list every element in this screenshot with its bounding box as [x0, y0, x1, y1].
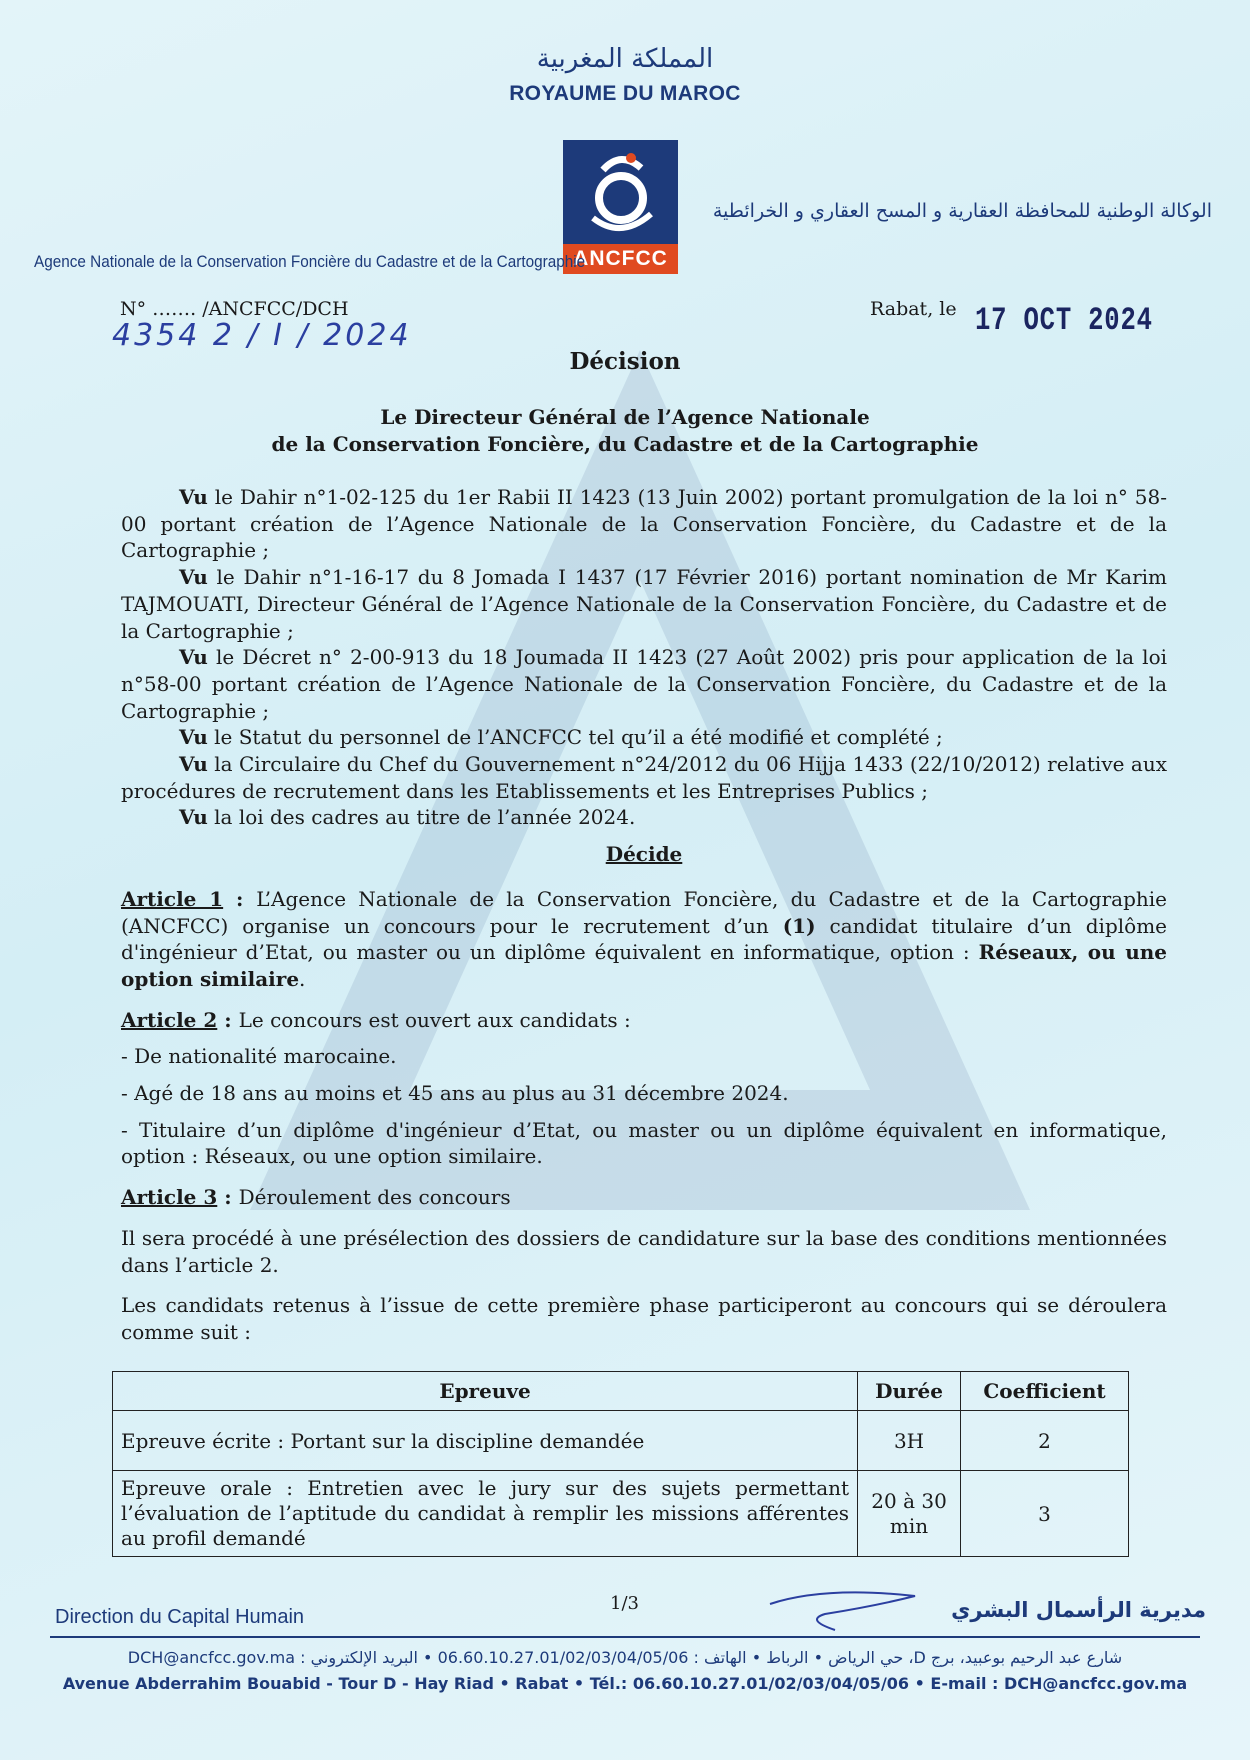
table-row	[113, 1471, 1129, 1557]
condition-item: - De nationalité marocaine.	[121, 1044, 397, 1069]
visa-paragraph: Vu la Circulaire du Chef du Gouvernement n°24/2012 du 06 Hijja 1433 (22/10/2012) relative aux procédures de recrutement dans les Etablissements et les Entreprises Publics ;	[121, 752, 1167, 803]
department-name-arabic: مديرية الرأسمال البشري	[951, 1598, 1206, 1622]
article-3-paragraph: Les candidats retenus à l’issue de cette première phase participeront au concours qui se déroulera comme suit :	[121, 1293, 1167, 1344]
article-label: Article 2	[121, 1007, 218, 1032]
table-cell: 3	[961, 1471, 1129, 1557]
article-3-paragraph: Il sera procédé à une présélection des dossiers de candidature sur la base des conditions mentionnées dans l’article 2.	[121, 1225, 1167, 1277]
logo-label: ANCFCC	[563, 244, 678, 274]
table-cell: 2	[961, 1411, 1129, 1471]
column-header: Coefficient	[961, 1372, 1129, 1411]
exam-table	[112, 1371, 1129, 1557]
document-body	[121, 484, 1167, 1346]
visa-paragraph: Vu la loi des cadres au titre de l’année 2024.	[179, 805, 636, 830]
page-number: 1/3	[610, 1593, 639, 1614]
address: Avenue Abderrahim Bouabid - Tour D - Hay Riad • Rabat • Tél.: 06.60.10.27.01/02/03/04/05/06 • E-mail : DCH@ancfcc.gov.ma	[62, 1674, 1188, 1693]
article-2: Article 2 : Le concours est ouvert aux candidats :	[121, 1007, 631, 1032]
article-1: Article 1 : L’Agence Nationale de la Conservation Foncière, du Cadastre et de la Cartographie (ANCFCC) organise un concours pour le recrutement d’un (1) candidat titulaire d’un diplôme d'ingénieur d’Etat, ou master ou un diplôme équivalent en informatique, option : Réseaux, ou une option similaire.	[121, 886, 1167, 991]
document-title: Décision	[569, 348, 681, 375]
table-cell: Epreuve orale : Entretien avec le jury sur des sujets permettant l’évaluation de l’aptitude du candidat à remplir les missions afférentes au profil demandé	[113, 1471, 858, 1557]
reference-number: N° ……. /ANCFCC/DCH	[120, 298, 349, 320]
visa-paragraph: Vu le Statut du personnel de l’ANCFCC tel qu’il a été modifié et complété ;	[179, 725, 943, 750]
handwritten-reference: 4354 2 / I / 2024	[112, 318, 412, 353]
kingdom-title-arabic: المملكة المغربية	[536, 44, 714, 74]
agency-name-arabic: الوكالة الوطنية للمحافظة العقارية و المسح العقاري و الخرائطية	[712, 200, 1212, 222]
visa-paragraph: Vu le Dahir n°1-02-125 du 1er Rabii II 1423 (13 Juin 2002) portant promulgation de la loi n° 58-00 portant création de l’Agence Nationale de la Conservation Foncière, du Cadastre et de la Cartographie ;	[121, 485, 1167, 563]
place-label: Rabat, le	[870, 298, 957, 320]
footer-divider	[50, 1636, 1200, 1638]
address-arabic: شارع عبد الرحيم بوعبيد، برج D، حي الرياض • الرباط • الهاتف : 06.60.10.27.01/02/03/04/05/06 • البريد الإلكتروني : DCH@ancfcc.gov.ma	[127, 1648, 1123, 1667]
decide-heading: Décide	[605, 842, 683, 867]
issuer-block	[0, 404, 1250, 458]
agency-name: Agence Nationale de la Conservation Foncière du Cadastre et de la Cartographie	[34, 252, 586, 271]
visa-paragraph: Vu le Dahir n°1-16-17 du 8 Jomada I 1437 (17 Février 2016) portant nomination de Mr Karim TAJMOUATI, Directeur Général de l’Agence Nationale de la Conservation Foncière, du Cadastre et de la Cartographie ;	[121, 565, 1167, 643]
table-cell: 20 à 30 min	[858, 1471, 961, 1557]
article-3: Article 3 : Déroulement des concours	[121, 1185, 511, 1210]
article-label: Article 1	[121, 886, 224, 911]
column-header: Epreuve	[113, 1372, 858, 1411]
date-stamp: 17 OCT 2024	[975, 302, 1153, 339]
article-label: Article 3	[121, 1185, 218, 1210]
condition-item: - Titulaire d’un diplôme d'ingénieur d’Etat, ou master ou un diplôme équivalent en informatique, option : Réseaux, ou une option similaire.	[121, 1117, 1167, 1169]
table-cell: Epreuve écrite : Portant sur la discipline demandée	[113, 1411, 858, 1471]
issuer-line-2: de la Conservation Foncière, du Cadastre et de la Cartographie	[271, 432, 979, 456]
kingdom-title: ROYAUME DU MAROC	[509, 82, 741, 105]
visa-paragraph: Vu le Décret n° 2-00-913 du 18 Joumada II 1423 (27 Août 2002) pris pour application de la loi n°58-00 portant création de l’Agence Nationale de la Conservation Foncière, du Cadastre et de la Cartographie ;	[121, 645, 1167, 723]
logo-emblem-icon	[563, 140, 678, 244]
column-header: Durée	[858, 1372, 961, 1411]
table-row	[113, 1411, 1129, 1471]
signature-icon	[765, 1584, 925, 1634]
issuer-line-1: Le Directeur Général de l’Agence Nationale	[380, 405, 870, 429]
condition-item: - Agé de 18 ans au moins et 45 ans au plus au 31 décembre 2024.	[121, 1081, 789, 1106]
table-header-row	[113, 1372, 1129, 1411]
department-name: Direction du Capital Humain	[55, 1606, 305, 1628]
table-cell: 3H	[858, 1411, 961, 1471]
